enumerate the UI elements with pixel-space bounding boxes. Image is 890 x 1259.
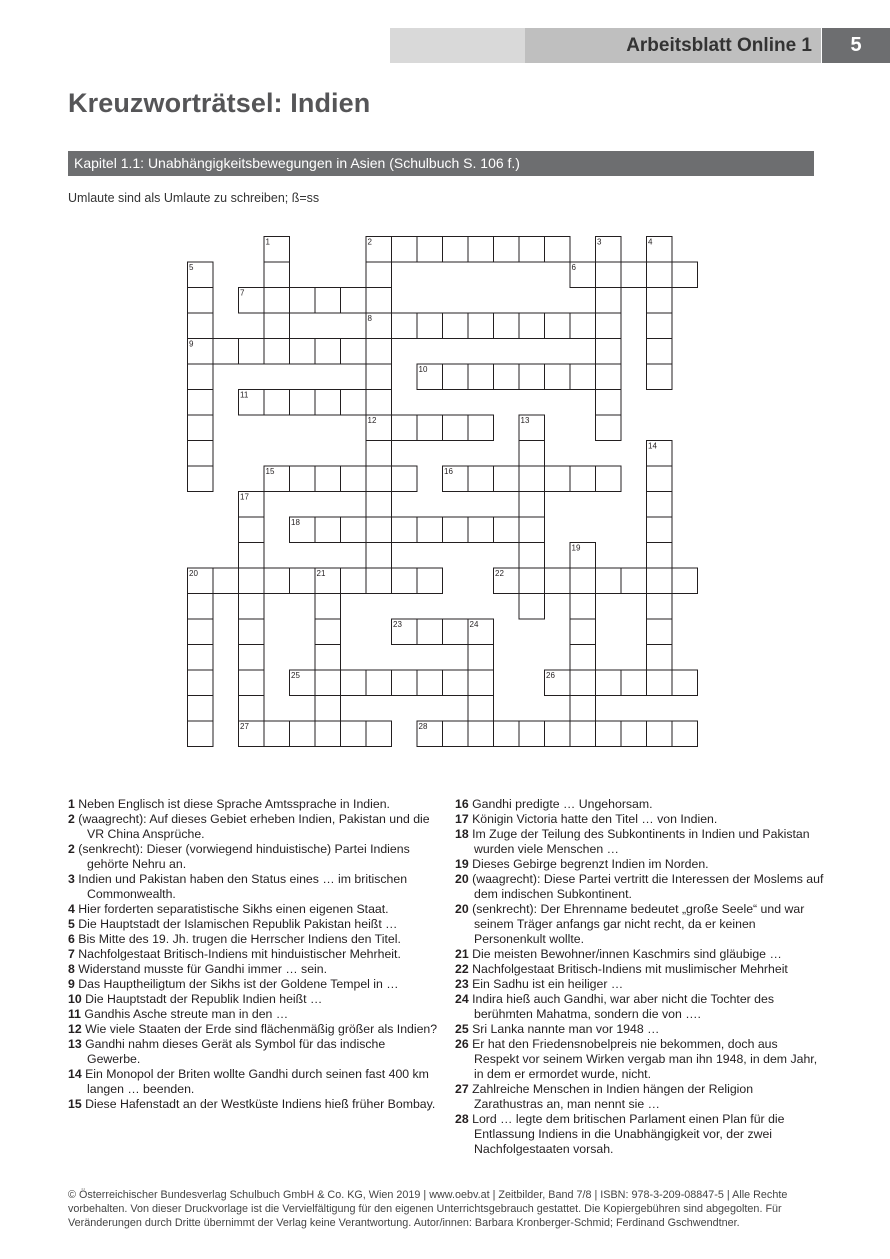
clue-item	[455, 1022, 825, 1037]
crossword-cell[interactable]	[341, 517, 367, 543]
clue-text: (waagrecht): Diese Partei vertritt die Interessen der Moslems auf dem indischen Subkontinent.	[468, 872, 824, 901]
cell-number: 23	[393, 620, 402, 629]
cell-number: 3	[597, 237, 602, 247]
cell-number: 12	[367, 416, 377, 425]
crossword-cell[interactable]	[468, 466, 494, 492]
crossword-cell[interactable]	[264, 339, 290, 365]
crossword-cell[interactable]	[494, 364, 520, 390]
clue-text: Gandhi predigte … Ungehorsam.	[468, 797, 653, 811]
clue-text: Bis Mitte des 19. Jh. trugen die Herrscher Indiens den Titel.	[74, 932, 401, 946]
crossword-cell[interactable]	[239, 670, 265, 696]
crossword-cell[interactable]	[239, 568, 265, 594]
clue-item	[68, 902, 438, 917]
clue-text: Ein Monopol der Briten wollte Gandhi durch seinen fast 400 km langen … beenden.	[81, 1067, 429, 1096]
crossword-cell[interactable]	[519, 492, 545, 518]
crossword-cell[interactable]	[417, 670, 443, 696]
crossword-cell[interactable]	[264, 721, 290, 747]
clue-number: 21	[455, 947, 469, 961]
clue-text: Hier forderten separatistische Sikhs einen eigenen Staat.	[74, 902, 389, 916]
crossword-cell[interactable]	[596, 415, 622, 441]
crossword-cell[interactable]	[647, 619, 673, 645]
chapter-heading: Kapitel 1.1: Unabhängigkeitsbewegungen in Asien (Schulbuch S. 106 f.)	[68, 151, 814, 176]
cell-number: 13	[520, 416, 530, 425]
clue-item	[68, 797, 438, 812]
crossword-cell[interactable]	[315, 594, 341, 620]
clue-text: Königin Victoria hatte den Titel … von Indien.	[468, 812, 718, 826]
crossword-cell[interactable]	[647, 517, 673, 543]
crossword-cell[interactable]	[596, 721, 622, 747]
crossword-cell[interactable]	[596, 288, 622, 314]
clue-number: 11	[68, 1007, 81, 1021]
cell-number: 28	[418, 722, 428, 731]
crossword-cell[interactable]	[647, 339, 673, 365]
clue-number: 7	[68, 947, 75, 961]
cell-number: 20	[189, 569, 198, 578]
crossword-cell[interactable]	[366, 466, 392, 492]
cell-number: 15	[265, 467, 275, 476]
crossword-cell[interactable]	[443, 670, 469, 696]
clue-number: 28	[455, 1112, 469, 1126]
crossword-cell[interactable]	[672, 670, 698, 696]
crossword-cell[interactable]	[392, 237, 418, 263]
clue-text: Indira hieß auch Gandhi, war aber nicht die Tochter des berühmten Mahatma, sondern die von ….	[468, 992, 775, 1021]
crossword-cell[interactable]	[239, 543, 265, 569]
crossword-cell[interactable]	[494, 721, 520, 747]
crossword-cell[interactable]	[672, 262, 698, 288]
crossword-cell[interactable]	[341, 568, 367, 594]
crossword-cell[interactable]	[290, 288, 316, 314]
clue-number: 2	[68, 812, 75, 826]
clue-item	[68, 917, 438, 932]
clue-number: 4	[68, 902, 75, 916]
cell-number: 24	[469, 620, 479, 629]
cell-number: 21	[316, 569, 326, 578]
clue-number: 8	[68, 962, 75, 976]
clue-item	[68, 872, 438, 902]
clue-number: 25	[455, 1022, 469, 1036]
clue-text: Indien und Pakistan haben den Status eines … im britischen Commonwealth.	[74, 872, 408, 901]
clue-item	[455, 827, 825, 857]
crossword-cell[interactable]	[570, 594, 596, 620]
clue-text: Wie viele Staaten der Erde sind flächenmäßig größer als Indien?	[81, 1022, 438, 1036]
crossword-cell[interactable]	[188, 288, 214, 314]
crossword-cell[interactable]	[264, 390, 290, 416]
crossword-cell[interactable]	[494, 237, 520, 263]
crossword-cell[interactable]	[621, 670, 647, 696]
clue-text: (waagrecht): Auf dieses Gebiet erheben Indien, Pakistan und die VR China Ansprüche.	[74, 812, 430, 841]
crossword-cell[interactable]	[647, 721, 673, 747]
crossword-cell[interactable]	[519, 237, 545, 263]
clue-text: Widerstand musste für Gandhi immer … sein.	[74, 962, 328, 976]
cell-number: 26	[546, 671, 555, 680]
clue-number: 14	[68, 1067, 82, 1081]
cell-number: 22	[495, 569, 504, 578]
crossword-cell[interactable]	[468, 517, 494, 543]
crossword-cell[interactable]	[366, 441, 392, 467]
crossword-cell[interactable]	[468, 313, 494, 339]
clue-number: 13	[68, 1037, 82, 1051]
crossword-cell[interactable]	[366, 390, 392, 416]
crossword-cell[interactable]	[290, 568, 316, 594]
clue-item	[68, 992, 438, 1007]
crossword-cell[interactable]	[188, 390, 214, 416]
clue-item	[455, 902, 825, 947]
crossword-cell[interactable]	[239, 517, 265, 543]
crossword-cell[interactable]	[188, 619, 214, 645]
crossword-cell[interactable]	[647, 543, 673, 569]
crossword-cell[interactable]	[290, 721, 316, 747]
crossword-cell[interactable]	[570, 670, 596, 696]
clue-number: 26	[455, 1037, 469, 1051]
crossword-cell[interactable]	[596, 262, 622, 288]
clue-text: Neben Englisch ist diese Sprache Amtssprache in Indien.	[74, 797, 390, 811]
clue-item	[455, 872, 825, 902]
crossword-cell[interactable]	[366, 670, 392, 696]
crossword-cell[interactable]	[647, 492, 673, 518]
clue-number: 12	[68, 1022, 82, 1036]
cell-number: 1	[265, 237, 270, 247]
crossword-cell[interactable]	[570, 645, 596, 671]
crossword-cell[interactable]	[570, 721, 596, 747]
crossword-cell[interactable]	[392, 517, 418, 543]
clue-item	[455, 1082, 825, 1112]
crossword-cell[interactable]	[519, 568, 545, 594]
clue-text: Diese Hafenstadt an der Westküste Indiens hieß früher Bombay.	[81, 1097, 436, 1111]
clue-item	[455, 797, 825, 812]
crossword-cell[interactable]	[341, 288, 367, 314]
crossword-cell[interactable]	[647, 313, 673, 339]
crossword-cell[interactable]	[264, 313, 290, 339]
crossword-cell[interactable]	[596, 313, 622, 339]
clue-item	[68, 1097, 438, 1112]
clue-item	[68, 812, 438, 842]
crossword-cell[interactable]	[366, 339, 392, 365]
crossword-cell[interactable]	[239, 594, 265, 620]
crossword-cell[interactable]	[468, 645, 494, 671]
crossword-cell[interactable]	[392, 415, 418, 441]
crossword-cell[interactable]	[315, 466, 341, 492]
clue-text: (senkrecht): Dieser (vorwiegend hinduistische) Partei Indiens gehörte Nehru an.	[74, 842, 410, 871]
clue-item	[68, 1022, 438, 1037]
clue-item	[455, 947, 825, 962]
cell-number: 16	[444, 467, 453, 476]
crossword-cell[interactable]	[494, 313, 520, 339]
crossword-cell[interactable]	[417, 313, 443, 339]
crossword-cell[interactable]	[621, 568, 647, 594]
clue-item	[455, 1037, 825, 1082]
cell-number: 7	[240, 288, 245, 298]
crossword-cell[interactable]	[519, 721, 545, 747]
clue-number: 6	[68, 932, 75, 946]
crossword-cell[interactable]	[315, 390, 341, 416]
crossword-cell[interactable]	[596, 670, 622, 696]
crossword-cell[interactable]	[188, 466, 214, 492]
clue-item	[455, 1112, 825, 1157]
clue-number: 1	[68, 797, 75, 811]
crossword-cell[interactable]	[366, 492, 392, 518]
crossword-cell[interactable]	[647, 262, 673, 288]
cell-number: 18	[291, 518, 300, 527]
crossword-cell[interactable]	[188, 696, 214, 722]
cell-number: 4	[648, 237, 653, 247]
clue-number: 20	[455, 872, 469, 886]
crossword-cell[interactable]	[188, 441, 214, 467]
clue-item	[68, 977, 438, 992]
crossword-cell[interactable]	[519, 466, 545, 492]
cell-number: 14	[648, 441, 657, 451]
crossword-cell[interactable]	[519, 313, 545, 339]
crossword-cell[interactable]	[188, 594, 214, 620]
cell-number: 25	[291, 671, 300, 680]
clue-text: Lord … legte dem britischen Parlament einen Plan für die Entlassung Indiens in die Unabhängigkeit vor, der zwei Nachfolgestaaten vorsah.	[468, 1112, 785, 1156]
clue-number: 2	[68, 842, 75, 856]
crossword-cell[interactable]	[519, 364, 545, 390]
clue-number: 24	[455, 992, 469, 1006]
crossword-cell[interactable]	[672, 721, 698, 747]
clue-text: Im Zuge der Teilung des Subkontinents in Indien und Pakistan wurden viele Menschen …	[468, 827, 810, 856]
clue-item	[68, 1037, 438, 1067]
crossword-cell[interactable]	[647, 594, 673, 620]
crossword-cell[interactable]	[188, 670, 214, 696]
crossword-cell[interactable]	[290, 339, 316, 365]
crossword-cell[interactable]	[239, 339, 265, 365]
clue-text: Er hat den Friedensnobelpreis nie bekommen, doch aus Respekt vor seinem Wirken vergab man ihn 1948, in dem Jahr, in dem er ermordet wurde, nicht.	[468, 1037, 818, 1081]
crossword-cell[interactable]	[596, 568, 622, 594]
clue-text: Das Hauptheiligtum der Sikhs ist der Goldene Tempel in …	[74, 977, 399, 991]
crossword-cell[interactable]	[188, 364, 214, 390]
crossword-cell[interactable]	[341, 390, 367, 416]
crossword-cell[interactable]	[315, 645, 341, 671]
clue-number: 20	[455, 902, 469, 916]
instruction-text: Umlaute sind als Umlaute zu schreiben; ß=ss	[68, 191, 320, 205]
clue-number: 15	[68, 1097, 82, 1111]
crossword-cell[interactable]	[468, 721, 494, 747]
crossword-cell[interactable]	[468, 364, 494, 390]
crossword-cell[interactable]	[213, 339, 239, 365]
crossword-cell[interactable]	[315, 288, 341, 314]
crossword-cell[interactable]	[570, 313, 596, 339]
clue-number: 27	[455, 1082, 469, 1096]
crossword-cell[interactable]	[417, 517, 443, 543]
crossword-cell[interactable]	[545, 466, 571, 492]
crossword-cell[interactable]	[366, 543, 392, 569]
cell-number: 17	[240, 492, 249, 502]
crossword-cell[interactable]	[264, 262, 290, 288]
cell-number: 19	[571, 543, 581, 553]
clue-number: 3	[68, 872, 75, 886]
cell-number: 2	[367, 237, 372, 247]
crossword-cell[interactable]	[519, 594, 545, 620]
clue-text: Nachfolgestaat Britisch-Indiens mit muslimischer Mehrheit	[468, 962, 788, 976]
cell-number: 9	[189, 339, 194, 349]
clue-item	[68, 1007, 438, 1022]
clue-item	[455, 857, 825, 872]
crossword-cell[interactable]	[366, 517, 392, 543]
clue-number: 23	[455, 977, 469, 991]
crossword-cell[interactable]	[596, 466, 622, 492]
clue-number: 10	[68, 992, 82, 1006]
crossword-cell[interactable]	[468, 237, 494, 263]
crossword-cell[interactable]	[315, 696, 341, 722]
crossword-cell[interactable]	[545, 237, 571, 263]
page-number: 5	[822, 28, 890, 63]
clue-text: Gandhi nahm dieses Gerät als Symbol für das indische Gewerbe.	[81, 1037, 386, 1066]
crossword-cell[interactable]	[570, 696, 596, 722]
cell-number: 10	[418, 365, 428, 374]
worksheet-label: Arbeitsblatt Online 1	[626, 35, 812, 56]
crossword-cell[interactable]	[315, 517, 341, 543]
clue-item	[455, 992, 825, 1022]
crossword-cell[interactable]	[366, 568, 392, 594]
crossword-cell[interactable]	[417, 237, 443, 263]
crossword-cell[interactable]	[315, 721, 341, 747]
clue-number: 17	[455, 812, 469, 826]
crossword-cell[interactable]	[647, 288, 673, 314]
crossword-cell[interactable]	[647, 466, 673, 492]
crossword-cell[interactable]	[647, 568, 673, 594]
crossword-cell[interactable]	[519, 543, 545, 569]
cell-number: 8	[367, 314, 372, 323]
crossword-cell[interactable]	[392, 568, 418, 594]
crossword-cell[interactable]	[239, 696, 265, 722]
crossword-cell[interactable]	[494, 466, 520, 492]
crossword-cell[interactable]	[443, 517, 469, 543]
copyright-footer: © Österreichischer Bundesverlag Schulbuch GmbH & Co. KG, Wien 2019 | www.oebv.at | Zeitbilder, Band 7/8 | ISBN: 978-3-209-08847-5 | Alle Rechte vorbehalten. Von dieser Druckvorlage ist die Vervielfältigung für den eigenen Unterrichtsgebrauch gestattet. Die Kopiergebühren sind abgegolten. Für Veränderungen durch Dritte übernimmt der Verlag keine Verantwortung. Autor/innen: Barbara Kronberger-Schmid; Ferdinand Gschwendtner.	[68, 1189, 788, 1229]
crossword-cell[interactable]	[647, 670, 673, 696]
clue-text: Ein Sadhu ist ein heiliger …	[468, 977, 624, 991]
cell-number: 5	[189, 263, 194, 272]
clue-number: 18	[455, 827, 469, 841]
clue-text: Die Hauptstadt der Islamischen Republik Pakistan heißt …	[74, 917, 398, 931]
clue-text: (senkrecht): Der Ehrenname bedeutet „große Seele“ und war seinem Träger anfangs gar nicht recht, da er keinen Personenkult wollte.	[468, 902, 805, 946]
crossword-cell[interactable]	[290, 466, 316, 492]
crossword-cell[interactable]	[545, 313, 571, 339]
clue-item	[68, 962, 438, 977]
clue-list-left	[68, 797, 438, 1112]
crossword-cell[interactable]	[417, 619, 443, 645]
crossword-cell[interactable]	[392, 313, 418, 339]
crossword-cell[interactable]	[519, 517, 545, 543]
crossword-cell[interactable]	[468, 415, 494, 441]
clue-item	[455, 962, 825, 977]
crossword-cell[interactable]	[366, 364, 392, 390]
crossword-cell[interactable]	[239, 619, 265, 645]
crossword-cell[interactable]	[621, 721, 647, 747]
crossword-cell[interactable]	[213, 568, 239, 594]
clue-text: Die Hauptstadt der Republik Indien heißt …	[81, 992, 323, 1006]
clue-item	[455, 812, 825, 827]
crossword-cell[interactable]	[570, 364, 596, 390]
clue-item	[455, 977, 825, 992]
crossword-cell[interactable]	[188, 645, 214, 671]
clue-item	[68, 932, 438, 947]
cell-number: 11	[240, 390, 249, 400]
clue-text: Die meisten Bewohner/innen Kaschmirs sind gläubige …	[468, 947, 782, 961]
crossword-cell[interactable]	[672, 568, 698, 594]
crossword-cell[interactable]	[545, 568, 571, 594]
crossword-cell[interactable]	[443, 721, 469, 747]
crossword-cell[interactable]	[443, 619, 469, 645]
clue-number: 16	[455, 797, 469, 811]
crossword-cell[interactable]	[417, 415, 443, 441]
clue-list-right	[455, 797, 825, 1157]
crossword-cell[interactable]	[443, 237, 469, 263]
clue-text: Dieses Gebirge begrenzt Indien im Norden.	[468, 857, 709, 871]
crossword-cell[interactable]	[239, 645, 265, 671]
crossword-cell[interactable]	[315, 339, 341, 365]
clue-number: 9	[68, 977, 75, 991]
crossword-cell[interactable]	[264, 288, 290, 314]
crossword-cell[interactable]	[341, 466, 367, 492]
crossword-cell[interactable]	[519, 441, 545, 467]
crossword-cell[interactable]	[315, 670, 341, 696]
crossword-cell[interactable]	[188, 313, 214, 339]
crossword-cell[interactable]	[443, 415, 469, 441]
cell-number: 6	[571, 263, 576, 272]
crossword-cell[interactable]	[417, 568, 443, 594]
crossword-cell[interactable]	[392, 466, 418, 492]
crossword-cell[interactable]	[341, 721, 367, 747]
crossword-cell[interactable]	[545, 721, 571, 747]
crossword-cell[interactable]	[290, 390, 316, 416]
crossword-cell[interactable]	[443, 364, 469, 390]
crossword-cell[interactable]	[494, 517, 520, 543]
crossword-cell[interactable]	[341, 670, 367, 696]
crossword-cell[interactable]	[596, 390, 622, 416]
clue-text: Nachfolgestaat Britisch-Indiens mit hinduistischer Mehrheit.	[74, 947, 401, 961]
crossword-cell[interactable]	[366, 262, 392, 288]
crossword-cell[interactable]	[366, 288, 392, 314]
clue-text: Zahlreiche Menschen in Indien hängen der Religion Zarathustras an, man nennt sie …	[468, 1082, 754, 1111]
page-title: Kreuzworträtsel: Indien	[68, 88, 371, 118]
crossword-cell[interactable]	[341, 339, 367, 365]
crossword-cell[interactable]	[596, 339, 622, 365]
crossword-cell[interactable]	[468, 696, 494, 722]
crossword-cell[interactable]	[188, 721, 214, 747]
crossword-cell[interactable]	[264, 568, 290, 594]
crossword-cell[interactable]	[570, 619, 596, 645]
crossword-cell[interactable]	[315, 619, 341, 645]
clue-item	[68, 947, 438, 962]
crossword-cell[interactable]	[443, 313, 469, 339]
clue-number: 5	[68, 917, 75, 931]
crossword-cell[interactable]	[621, 262, 647, 288]
clue-text: Sri Lanka nannte man vor 1948 …	[468, 1022, 660, 1036]
crossword-cell[interactable]	[570, 466, 596, 492]
crossword-cell[interactable]	[647, 364, 673, 390]
crossword-cell[interactable]	[545, 364, 571, 390]
crossword-cell[interactable]	[366, 721, 392, 747]
crossword-cell[interactable]	[188, 415, 214, 441]
clue-item	[68, 1067, 438, 1097]
clue-number: 22	[455, 962, 469, 976]
crossword-cell[interactable]	[392, 670, 418, 696]
crossword-cell[interactable]	[647, 645, 673, 671]
crossword-cell[interactable]	[570, 568, 596, 594]
clue-text: Gandhis Asche streute man in den …	[81, 1007, 289, 1021]
crossword-cell[interactable]	[596, 364, 622, 390]
clue-number: 19	[455, 857, 469, 871]
cell-number: 27	[240, 722, 249, 731]
clue-item	[68, 842, 438, 872]
crossword-cell[interactable]	[468, 670, 494, 696]
